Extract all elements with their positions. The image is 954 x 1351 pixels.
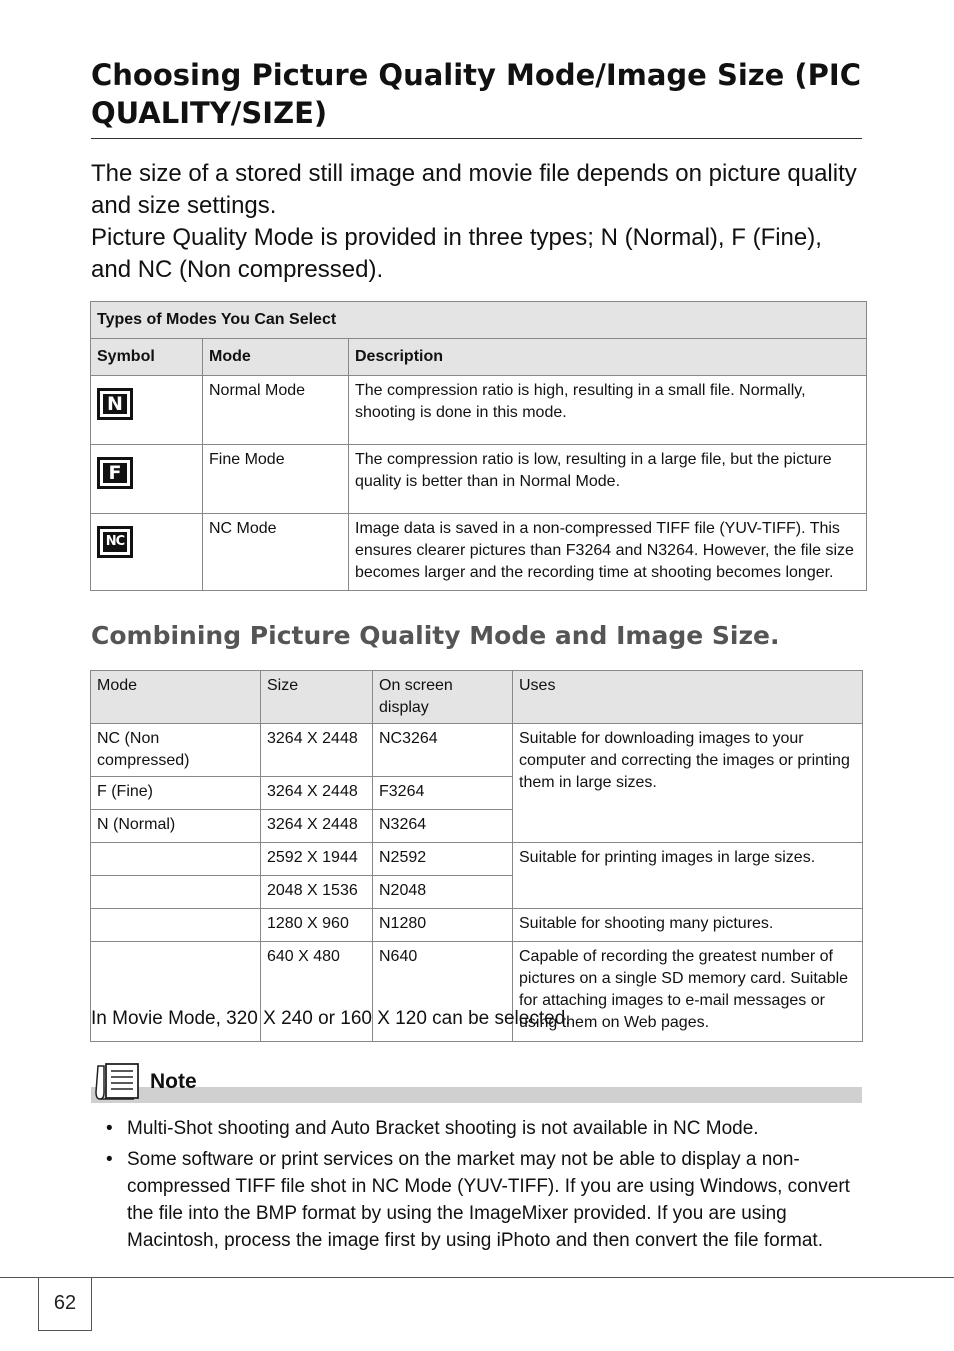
combination-header-row: [91, 671, 863, 724]
symbol-cell: [91, 514, 203, 591]
fine-mode-icon: [97, 457, 133, 489]
description-cell: The compression ratio is low, resulting in a large file, but the picture quality is better than in Normal Mode.: [349, 445, 867, 514]
size-cell: 3264 X 2448: [261, 777, 373, 810]
table-row: [91, 909, 863, 942]
size-cell: 640 X 480: [261, 942, 373, 1042]
list-item: [106, 1115, 862, 1142]
table-row: [91, 724, 863, 777]
size-cell: 1280 X 960: [261, 909, 373, 942]
note-item-text: Some software or print services on the market may not be able to display a non-compressed TIFF file shot in NC Mode (YUV-TIFF). If you are using Windows, convert the file into the BMP format by using the ImageMixer provided. If you are using Macintosh, process the image first by using iPhoto and then convert the file format.: [127, 1149, 850, 1251]
header-mode: Mode: [203, 339, 349, 376]
mode-cell: NC (Non compressed): [91, 724, 261, 777]
size-cell: 2592 X 1944: [261, 843, 373, 876]
note-label: Note: [150, 1070, 197, 1093]
note-header-bar: [91, 1087, 862, 1103]
display-cell: N1280: [373, 909, 513, 942]
intro-paragraph-2: Picture Quality Mode is provided in three types; N (Normal), F (Fine), and NC (Non compressed).: [91, 224, 822, 283]
note-icon: [94, 1062, 140, 1102]
uses-cell: Suitable for downloading images to your computer and correcting the images or printing them in large sizes.: [513, 724, 863, 843]
display-cell: N3264: [373, 810, 513, 843]
symbol-cell: [91, 376, 203, 445]
table-row: [91, 376, 867, 445]
note-item-text: Multi-Shot shooting and Auto Bracket shooting is not available in NC Mode.: [127, 1118, 759, 1139]
header-description: Description: [349, 339, 867, 376]
intro-paragraph-1: The size of a stored still image and movie file depends on picture quality and size settings.: [91, 160, 857, 219]
normal-mode-icon: [97, 388, 133, 420]
bullet: •: [106, 1118, 113, 1139]
mode-cell: [91, 876, 261, 909]
section-heading: Combining Picture Quality Mode and Image Size.: [91, 621, 780, 650]
title-divider: [91, 138, 862, 139]
list-item: [106, 1146, 862, 1254]
nc-mode-icon-letters: NC: [103, 532, 127, 552]
note-list: [106, 1115, 862, 1258]
size-cell: 2048 X 1536: [261, 876, 373, 909]
mode-cell: Fine Mode: [203, 445, 349, 514]
modes-table-caption-row: [91, 302, 867, 339]
modes-table-caption: Types of Modes You Can Select: [91, 302, 867, 339]
symbol-cell: [91, 445, 203, 514]
uses-cell: Suitable for shooting many pictures.: [513, 909, 863, 942]
mode-cell: [91, 909, 261, 942]
mode-cell: Normal Mode: [203, 376, 349, 445]
description-cell: The compression ratio is high, resulting in a small file. Normally, shooting is done in this mode.: [349, 376, 867, 445]
uses-cell: Capable of recording the greatest number of pictures on a single SD memory card. Suitable for attaching images to e-mail messages or using them on Web pages.: [513, 942, 863, 1042]
table-row: [91, 514, 867, 591]
fine-mode-icon-letter: F: [103, 463, 127, 483]
size-cell: 3264 X 2448: [261, 724, 373, 777]
movie-mode-note: In Movie Mode, 320 X 240 or 160 X 120 can be selected.: [91, 1008, 571, 1029]
display-cell: N2048: [373, 876, 513, 909]
display-cell: N640: [373, 942, 513, 1042]
normal-mode-icon-letter: N: [103, 394, 127, 414]
header-symbol: Symbol: [91, 339, 203, 376]
display-cell: F3264: [373, 777, 513, 810]
size-cell: 3264 X 2448: [261, 810, 373, 843]
page-number: 62: [38, 1277, 92, 1331]
header-size: Size: [261, 671, 373, 724]
header-mode: Mode: [91, 671, 261, 724]
header-on-screen-display: On screen display: [373, 671, 513, 724]
nc-mode-icon: [97, 526, 133, 558]
mode-cell: N (Normal): [91, 810, 261, 843]
mode-cell: F (Fine): [91, 777, 261, 810]
description-cell: Image data is saved in a non-compressed TIFF file (YUV-TIFF). This ensures clearer pictures than F3264 and N3264. However, the file size becomes larger and the recording time at shooting becomes longer.: [349, 514, 867, 591]
mode-cell: [91, 843, 261, 876]
combination-table: [90, 670, 863, 1042]
page-title: Choosing Picture Quality Mode/Image Size (PIC QUALITY/SIZE): [91, 58, 862, 130]
intro-text: [91, 158, 861, 286]
modes-table: [90, 301, 867, 591]
uses-cell: Suitable for printing images in large sizes.: [513, 843, 863, 909]
bullet: •: [106, 1149, 113, 1170]
display-cell: NC3264: [373, 724, 513, 777]
mode-cell: NC Mode: [203, 514, 349, 591]
display-cell: N2592: [373, 843, 513, 876]
table-row: [91, 445, 867, 514]
modes-table-header-row: [91, 339, 867, 376]
table-row: [91, 843, 863, 876]
header-uses: Uses: [513, 671, 863, 724]
footer-divider: [0, 1277, 954, 1278]
